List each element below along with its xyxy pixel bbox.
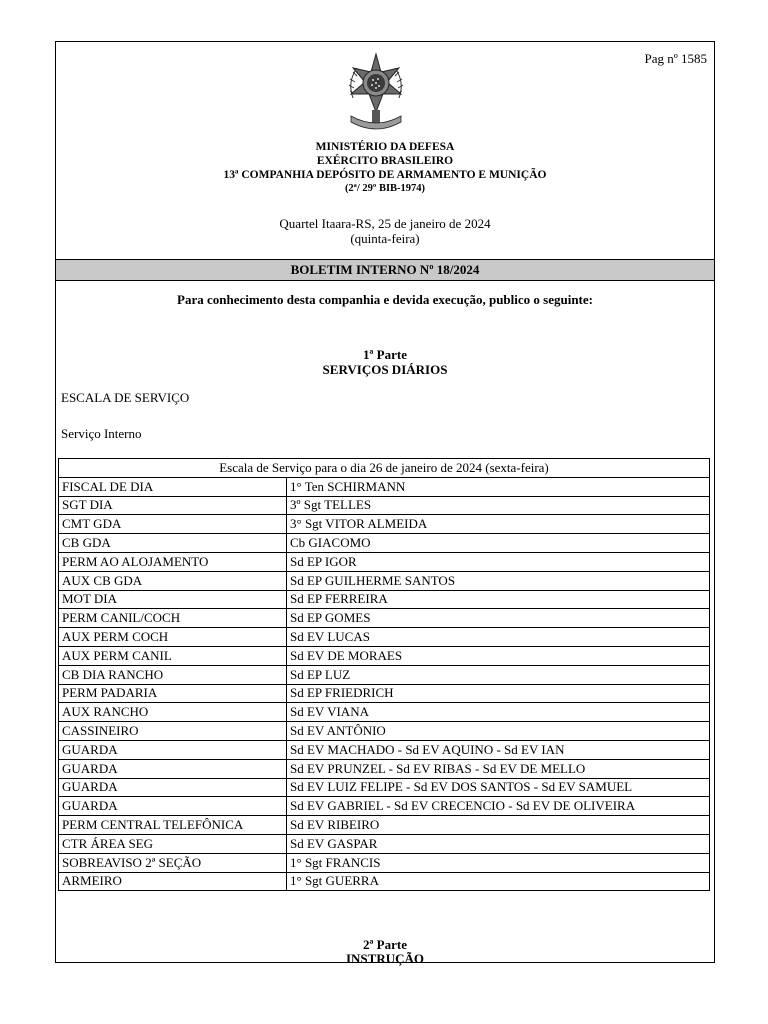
assigned-personnel-cell: Sd EV ANTÔNIO <box>287 722 710 741</box>
duty-post-cell: GUARDA <box>59 740 287 759</box>
duty-post-cell: AUX PERM COCH <box>59 628 287 647</box>
page-number: Pag nº 1585 <box>644 51 707 66</box>
duty-post-cell: PERM PADARIA <box>59 684 287 703</box>
subsection-label: Serviço Interno <box>61 426 142 441</box>
table-row <box>59 571 710 590</box>
place-date: Quartel Itaara-RS, 25 de janeiro de 2024 <box>279 216 491 231</box>
duty-post-cell: CB DIA RANCHO <box>59 665 287 684</box>
table-row <box>59 759 710 778</box>
assigned-personnel-cell: Sd EP FERREIRA <box>287 590 710 609</box>
assigned-personnel-cell: Cb GIACOMO <box>287 534 710 553</box>
table-row <box>59 609 710 628</box>
table-row <box>59 590 710 609</box>
assigned-personnel-cell: Sd EV GABRIEL - Sd EV CRECENCIO - Sd EV DE OLIVEIRA <box>287 797 710 816</box>
assigned-personnel-cell: Sd EP IGOR <box>287 552 710 571</box>
duty-post-cell: CB GDA <box>59 534 287 553</box>
assigned-personnel-cell: Sd EP LUZ <box>287 665 710 684</box>
table-row <box>59 853 710 872</box>
table-row <box>59 778 710 797</box>
duty-post-cell: PERM CANIL/COCH <box>59 609 287 628</box>
part1-number: 1ª Parte <box>363 347 407 362</box>
part2-title: INSTRUÇÃO <box>345 951 424 966</box>
table-row <box>59 684 710 703</box>
duty-post-cell: AUX PERM CANIL <box>59 646 287 665</box>
assigned-personnel-cell: Sd EV DE MORAES <box>287 646 710 665</box>
duty-post-cell: AUX CB GDA <box>59 571 287 590</box>
table-row <box>59 534 710 553</box>
table-row <box>59 646 710 665</box>
table-caption: Escala de Serviço para o dia 26 de janeiro de 2024 (sexta-feira) <box>59 459 710 478</box>
part1-title: SERVIÇOS DIÁRIOS <box>322 362 448 377</box>
weekday: (quinta-feira) <box>350 231 420 246</box>
table-row <box>59 628 710 647</box>
duty-post-cell: GUARDA <box>59 797 287 816</box>
part2-number: 2ª Parte <box>363 937 407 952</box>
duty-post-cell: CASSINEIRO <box>59 722 287 741</box>
assigned-personnel-cell: 1° Sgt GUERRA <box>287 872 710 891</box>
table-row <box>59 477 710 496</box>
duty-post-cell: PERM AO ALOJAMENTO <box>59 552 287 571</box>
assigned-personnel-cell: 1° Ten SCHIRMANN <box>287 477 710 496</box>
duty-post-cell: AUX RANCHO <box>59 703 287 722</box>
assigned-personnel-cell: Sd EV MACHADO - Sd EV AQUINO - Sd EV IAN <box>287 740 710 759</box>
header-unit-code: (2ª/ 29º BIB-1974) <box>344 183 426 194</box>
assigned-personnel-cell: Sd EP FRIEDRICH <box>287 684 710 703</box>
table-row <box>59 496 710 515</box>
duty-post-cell: CMT GDA <box>59 515 287 534</box>
duty-post-cell: SOBREAVISO 2ª SEÇÃO <box>59 853 287 872</box>
header-company: 13ª COMPANHIA DEPÓSITO DE ARMAMENTO E MUNIÇÃO <box>223 169 547 181</box>
coat-of-arms-emblem <box>343 52 409 136</box>
table-row <box>59 722 710 741</box>
bulletin-title: BOLETIM INTERNO Nº 18/2024 <box>56 259 714 281</box>
assigned-personnel-cell: Sd EP GOMES <box>287 609 710 628</box>
duty-post-cell: ARMEIRO <box>59 872 287 891</box>
assigned-personnel-cell: Sd EV RIBEIRO <box>287 816 710 835</box>
table-row <box>59 740 710 759</box>
assigned-personnel-cell: 3° Sgt VITOR ALMEIDA <box>287 515 710 534</box>
table-row <box>59 515 710 534</box>
duty-post-cell: CTR ÁREA SEG <box>59 834 287 853</box>
table-row <box>59 816 710 835</box>
table-row <box>59 797 710 816</box>
duty-post-cell: MOT DIA <box>59 590 287 609</box>
duty-post-cell: PERM CENTRAL TELEFÔNICA <box>59 816 287 835</box>
duty-post-cell: GUARDA <box>59 778 287 797</box>
assigned-personnel-cell: 3º Sgt TELLES <box>287 496 710 515</box>
assigned-personnel-cell: Sd EV PRUNZEL - Sd EV RIBAS - Sd EV DE MELLO <box>287 759 710 778</box>
duty-post-cell: SGT DIA <box>59 496 287 515</box>
assigned-personnel-cell: Sd EV LUCAS <box>287 628 710 647</box>
table-row <box>59 552 710 571</box>
section-label: ESCALA DE SERVIÇO <box>61 390 190 405</box>
table-row <box>59 665 710 684</box>
assigned-personnel-cell: Sd EV LUIZ FELIPE - Sd EV DOS SANTOS - Sd EV SAMUEL <box>287 778 710 797</box>
table-row <box>59 834 710 853</box>
header-ministry: MINISTÉRIO DA DEFESA <box>315 141 455 153</box>
table-row <box>59 872 710 891</box>
duty-post-cell: FISCAL DE DIA <box>59 477 287 496</box>
table-row <box>59 703 710 722</box>
header-army: EXÉRCITO BRASILEIRO <box>316 155 454 167</box>
assigned-personnel-cell: Sd EV GASPAR <box>287 834 710 853</box>
assigned-personnel-cell: Sd EP GUILHERME SANTOS <box>287 571 710 590</box>
intro-text: Para conhecimento desta companhia e devida execução, publico o seguinte: <box>177 292 593 307</box>
assigned-personnel-cell: 1° Sgt FRANCIS <box>287 853 710 872</box>
duty-roster-table <box>58 458 710 891</box>
duty-post-cell: GUARDA <box>59 759 287 778</box>
assigned-personnel-cell: Sd EV VIANA <box>287 703 710 722</box>
document-page <box>55 41 715 966</box>
